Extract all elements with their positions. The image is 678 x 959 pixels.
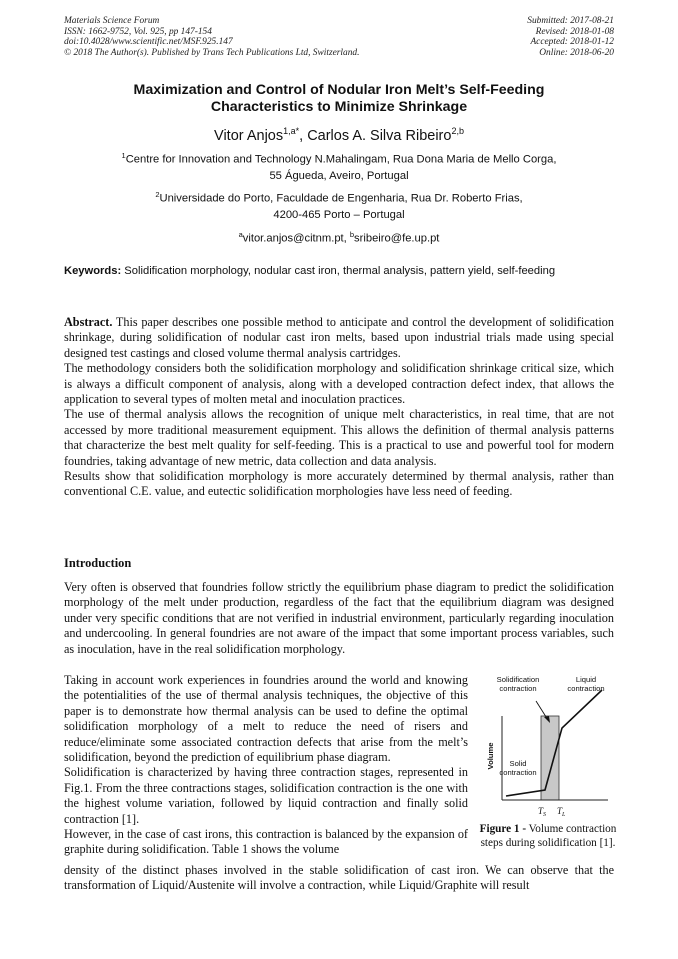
email-b-sup: b xyxy=(349,230,355,239)
introduction-paragraph-1-block xyxy=(64,580,614,657)
author-separator: , xyxy=(299,127,308,144)
dates-header xyxy=(414,16,614,58)
introduction-heading: Introduction xyxy=(64,556,132,570)
revised-date: Revised: 2018-01-08 xyxy=(535,26,614,37)
affiliation-1-line-1: Centre for Innovation and Technology N.Mahalingam, Rua Dona Maria de Mello Corga, xyxy=(125,153,557,166)
author-2-sup: 2,b xyxy=(451,126,464,136)
keywords xyxy=(64,264,614,279)
solidification-zone xyxy=(541,716,559,800)
accepted-date: Accepted: 2018-01-12 xyxy=(530,37,614,48)
introduction-paragraph-2: Taking in account work experiences in foundries around the world and knowing the potentialities of the use of thermal analysis techniques, the objective of this paper is to demonstrate how thermal analysis can be used to define the optimal solidification morphology of a melt to reduce the need of risers and reduce/eliminate some associated contraction defects that arise from the melt’s solidification, beyond the prediction of equilibrium phase diagram. xyxy=(64,673,468,765)
keywords-label: Keywords: xyxy=(64,265,122,277)
abstract xyxy=(64,315,614,500)
affiliation-2-line-2: 4200-465 Porto – Portugal xyxy=(273,208,405,221)
label-liquid-line-2: contraction xyxy=(567,684,605,693)
journal-name: Materials Science Forum xyxy=(64,16,160,26)
journal-issn: ISSN: 1662-9752, Vol. 925, pp 147-154 xyxy=(64,26,212,37)
introduction-paragraph-4: However, in the case of cast irons, this contraction is balanced by the expansion of graphite during solidification. Table 1 shows the volume xyxy=(64,827,468,857)
label-solidification-line-2: contraction xyxy=(499,684,537,693)
author-1: Vitor Anjos xyxy=(214,127,284,144)
abstract-paragraph-2: The methodology considers both the solidification morphology and solidification shrinkage critical size, which is always a difficult component of analysis, along with a developed contraction defect index, that allows the application to several types of molten metal and inoculation practices. xyxy=(64,361,614,407)
abstract-label: Abstract. xyxy=(64,315,113,329)
author-emails xyxy=(64,227,614,247)
introduction-paragraph-3: Solidification is characterized by having three contraction stages, represented in Fig.1. From the three contractions stages, solidification contraction is the one with the highest volume variation, followed by liquid contraction and finally solid contraction [1]. xyxy=(64,765,468,826)
introduction-wrapped-column xyxy=(64,673,468,858)
title-line-2: Characteristics to Minimize Shrinkage xyxy=(210,99,468,115)
abstract-paragraph-1: This paper describes one possible method to anticipate and control the development of solidification shrinkage, during solidification of nodular cast iron melts, based upon industrial trials made using special designed test castings and closed volume thermal analysis cartridges. xyxy=(64,315,614,360)
label-solid-line-2: contraction xyxy=(499,768,537,777)
introduction-paragraph-1: Very often is observed that foundries follow strictly the equilibrium phase diagram to predict the solidification morphology of the melt under production, regardless of the fact that the equilibrium diagram was designed under very specific conditions that are not verified in industrial environment, particularly regarding inoculation and undercooling. In general foundries are not aware of the impact that some important process variables, such as inoculation, have in the real solidification morphology. xyxy=(64,580,614,656)
label-solidification-line-1: Solidification xyxy=(496,675,540,684)
figure-1-caption-text: Volume contraction steps during solidification [1]. xyxy=(480,823,617,849)
title-line-1: Maximization and Control of Nodular Iron Melt’s Self-Feeding xyxy=(133,82,545,98)
label-liquid-line-1: Liquid xyxy=(575,675,597,684)
author-2: Carlos A. Silva Ribeiro xyxy=(307,127,452,144)
label-solid-line-1: Solid xyxy=(509,759,527,768)
journal-doi[interactable]: doi:10.4028/www.scientific.net/MSF.925.147 xyxy=(64,37,233,48)
paper-title xyxy=(64,82,614,116)
author-1-sup: 1,a* xyxy=(283,126,300,136)
abstract-paragraph-4: Results show that solidification morphology is more accurately determined by thermal analysis, rather than conventional C.E. value, and eutectic solidification morphologies have less need of feeding. xyxy=(64,469,614,499)
tick-ts-letter: T xyxy=(538,806,544,816)
figure-1-diagram xyxy=(478,670,618,822)
affiliation-2 xyxy=(64,187,614,223)
author-list xyxy=(64,122,614,145)
tick-ts xyxy=(538,806,546,818)
introduction-continuation xyxy=(64,863,614,894)
affiliation-1-line-2: 55 Águeda, Aveiro, Portugal xyxy=(269,169,409,182)
copyright-notice: © 2018 The Author(s). Published by Trans Tech Publications Ltd, Switzerland. xyxy=(64,47,360,58)
tick-tl-letter: T xyxy=(557,806,563,816)
online-date: Online: 2018-06-20 xyxy=(539,47,614,58)
email-a-sup: a xyxy=(238,230,243,239)
email-a-link[interactable]: vitor.anjos@citnm.pt, xyxy=(242,232,350,245)
affiliation-1-sup: 1 xyxy=(121,151,126,160)
tick-tl-subscript: L xyxy=(562,812,566,818)
tick-tl xyxy=(557,806,566,818)
submitted-date: Submitted: 2017-08-21 xyxy=(527,16,614,26)
tick-ts-subscript: S xyxy=(543,812,547,818)
abstract-paragraph-3: The use of thermal analysis allows the recognition of unique melt characteristics, in real time, that are not accessed by more traditional measurement equipment. This allows the definition of thermal analysis patterns that characterize the best melt quality for self-feeding. This is a practical to use and powerful tool for modern foundries, taking advantage of new metric, data collection and data analysis. xyxy=(64,407,614,468)
introduction-paragraph-4-continued: density of the distinct phases involved in the stable solidification of cast iron. We can observe that the transformation of Liquid/Austenite will involve a contraction, while Liquid/Graphite will result xyxy=(64,863,614,893)
y-axis-label: Volume xyxy=(486,742,495,770)
figure-1-caption-label: Figure 1 - xyxy=(479,823,527,835)
figure-1 xyxy=(478,670,618,822)
keywords-text: Solidification morphology, nodular cast iron, thermal analysis, pattern yield, self-feeding xyxy=(121,265,556,277)
affiliation-2-sup: 2 xyxy=(155,190,160,199)
email-b-link[interactable]: sribeiro@fe.up.pt xyxy=(354,232,440,245)
journal-header xyxy=(64,16,444,58)
figure-1-caption xyxy=(478,823,618,850)
affiliation-2-line-1: Universidade do Porto, Faculdade de Engenharia, Rua Dr. Roberto Frias, xyxy=(159,192,523,205)
affiliation-1 xyxy=(64,148,614,184)
